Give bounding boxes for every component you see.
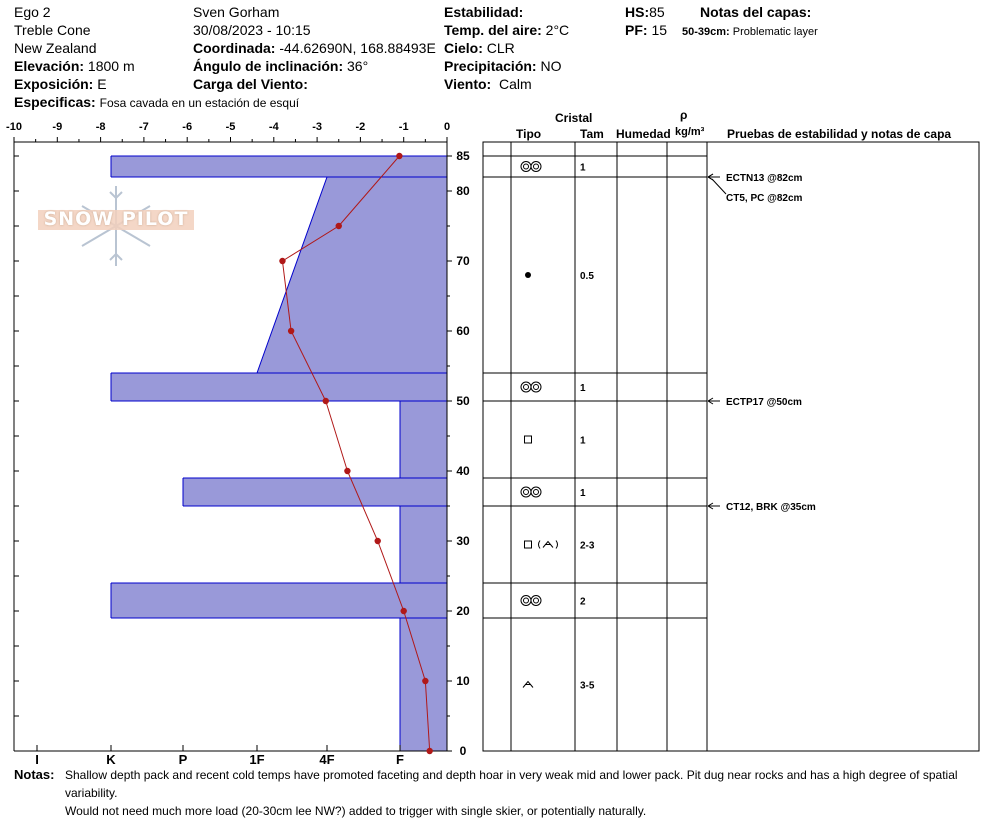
logo-text: SNOW PILOT bbox=[43, 208, 189, 230]
melt-freeze-ring bbox=[531, 596, 541, 606]
elevation-value: 1800 m bbox=[87, 58, 135, 74]
hardness-layer bbox=[111, 373, 447, 401]
melt-freeze-ring bbox=[531, 487, 541, 497]
moisture-header: Humedad bbox=[616, 127, 671, 141]
observer-name: Ego 2 bbox=[14, 4, 51, 20]
height-tick-label: 80 bbox=[456, 184, 470, 198]
grain-symbol bbox=[525, 272, 531, 278]
grain-symbol bbox=[523, 682, 533, 688]
density-unit-header: kg/m³ bbox=[675, 126, 705, 138]
grain-symbol bbox=[525, 436, 532, 443]
temp-tick-label: 0 bbox=[443, 121, 451, 133]
hardness-tick-label: K bbox=[106, 752, 116, 766]
grain-size-label: 1 bbox=[580, 435, 586, 447]
coordinate-label: Coordinada: bbox=[193, 40, 276, 56]
type-header: Tipo bbox=[516, 127, 542, 141]
location-name: Treble Cone bbox=[14, 22, 91, 38]
melt-freeze-inner bbox=[524, 490, 529, 495]
precip-label: Precipitación: bbox=[444, 58, 537, 74]
hardness-layer bbox=[111, 583, 447, 618]
test-label: CT12, BRK @35cm bbox=[726, 502, 816, 513]
depth-hoar-mark bbox=[523, 682, 533, 688]
height-tick-label: 10 bbox=[456, 674, 470, 688]
temperature-point bbox=[401, 608, 407, 614]
graupel-dot bbox=[525, 272, 531, 278]
hardness-layer bbox=[400, 401, 447, 478]
wind-value: Calm bbox=[498, 76, 532, 92]
temperature-point bbox=[336, 223, 342, 229]
grain-symbol bbox=[521, 487, 541, 497]
hardness-tick-label: 1F bbox=[249, 752, 265, 766]
height-tick-label: 20 bbox=[456, 604, 470, 618]
height-tick-label: 85 bbox=[456, 149, 470, 163]
temperature-point bbox=[426, 748, 432, 754]
temp-tick-label: -4 bbox=[268, 121, 279, 133]
sky-value: CLR bbox=[486, 40, 515, 56]
sky-label: Cielo: bbox=[444, 40, 483, 56]
temp-tick-label: -6 bbox=[182, 121, 193, 133]
pf-value: 15 bbox=[651, 22, 668, 38]
crystal-header: Cristal bbox=[555, 111, 593, 125]
country-name: New Zealand bbox=[14, 40, 97, 56]
rho-header: ρ bbox=[680, 108, 688, 122]
hardness-tick-label: I bbox=[35, 752, 39, 766]
grain-size-label: 1 bbox=[580, 162, 586, 174]
temp-tick-label: -2 bbox=[355, 121, 366, 133]
grain-symbol bbox=[521, 162, 541, 172]
facet-square bbox=[525, 436, 532, 443]
grain-size-label: 0.5 bbox=[580, 271, 594, 282]
wind-load-label: Carga del Viento: bbox=[193, 76, 308, 92]
temp-tick-label: -7 bbox=[139, 121, 149, 133]
temp-tick-label: -3 bbox=[312, 121, 322, 133]
grain-symbol bbox=[521, 382, 541, 392]
hardness-layer bbox=[257, 177, 447, 373]
stratigraphy-table-frame bbox=[483, 142, 979, 751]
melt-freeze-ring bbox=[531, 382, 541, 392]
temp-tick-label: -8 bbox=[95, 121, 106, 133]
melt-freeze-inner bbox=[524, 164, 529, 169]
slope-label: Ángulo de inclinación: bbox=[193, 58, 344, 74]
hs-value: 85 bbox=[649, 4, 665, 20]
temperature-point bbox=[323, 398, 329, 404]
melt-freeze-ring bbox=[521, 382, 531, 392]
aspect-value: E bbox=[97, 76, 107, 92]
height-tick-label: 50 bbox=[456, 394, 470, 408]
wind-label: Viento: bbox=[444, 76, 492, 92]
temp-tick-label: -5 bbox=[225, 121, 236, 133]
slope-value: 36° bbox=[347, 58, 369, 74]
temperature-point bbox=[279, 258, 285, 264]
height-tick-label: 70 bbox=[456, 254, 470, 268]
paren-right bbox=[556, 541, 558, 549]
grain-symbol bbox=[525, 541, 558, 549]
hardness-tick-label: P bbox=[178, 752, 188, 766]
temperature-point bbox=[375, 538, 381, 544]
precip-value: NO bbox=[540, 58, 562, 74]
notes-paragraph-2: Would not need much more load (20-30cm lee NW?) added to trigger with single skier, or potentially naturally. bbox=[65, 804, 647, 818]
size-header: Tam bbox=[580, 127, 604, 141]
grain-size-label: 1 bbox=[580, 488, 586, 499]
notes-label: Notas: bbox=[14, 767, 55, 782]
temperature-point bbox=[288, 328, 294, 334]
hardness-tick-label: 4F bbox=[319, 752, 335, 766]
author-name: Sven Gorham bbox=[193, 4, 280, 20]
notes-paragraph-1: Shallow depth pack and recent cold temps have promoted faceting and depth hoar in very weak mid and lower pack. Pit dug near rocks and has a high degree of spatial variability. bbox=[65, 768, 958, 800]
layer-note-range: 50-39cm: bbox=[682, 26, 730, 38]
elevation-label: Elevación: bbox=[14, 58, 85, 74]
melt-freeze-inner bbox=[534, 385, 539, 390]
temp-tick-label: -10 bbox=[6, 121, 22, 133]
height-tick-label: 60 bbox=[456, 324, 470, 338]
temperature-point bbox=[422, 678, 428, 684]
datetime: 30/08/2023 - 10:15 bbox=[193, 22, 311, 38]
paren-left bbox=[539, 541, 541, 549]
temp-tick-label: -9 bbox=[52, 121, 63, 133]
hardness-layer bbox=[183, 478, 447, 506]
aspect-label: Exposición: bbox=[14, 76, 94, 92]
melt-freeze-ring bbox=[531, 162, 541, 172]
depth-hoar-mark bbox=[543, 542, 553, 548]
height-tick-label: 0 bbox=[459, 744, 467, 758]
hardness-tick-label: F bbox=[396, 752, 404, 766]
melt-freeze-inner bbox=[534, 490, 539, 495]
melt-freeze-inner bbox=[524, 598, 529, 603]
temp-tick-label: -1 bbox=[398, 121, 409, 133]
stability-label: Estabilidad: bbox=[444, 4, 524, 20]
height-tick-label: 30 bbox=[456, 534, 470, 548]
specifics-label: Especificas: bbox=[14, 94, 96, 110]
melt-freeze-inner bbox=[534, 598, 539, 603]
tests-header: Pruebas de estabilidad y notas de capa bbox=[727, 127, 952, 141]
test-label: CT5, PC @82cm bbox=[726, 193, 803, 204]
hardness-layer bbox=[400, 618, 447, 751]
melt-freeze-inner bbox=[524, 385, 529, 390]
coordinate-value: -44.62690N, 168.88493E bbox=[279, 40, 436, 56]
grain-size-label: 2 bbox=[580, 596, 586, 608]
air-temp-value: 2°C bbox=[545, 22, 570, 38]
melt-freeze-ring bbox=[521, 162, 531, 172]
test-label: ECTN13 @82cm bbox=[726, 173, 803, 184]
layer-note-text: Problematic layer bbox=[732, 26, 818, 38]
pf-label: PF: bbox=[625, 22, 648, 38]
grain-size-label: 3-5 bbox=[580, 680, 595, 692]
temperature-point bbox=[396, 153, 402, 159]
air-temp-label: Temp. del aire: bbox=[444, 22, 542, 38]
specifics-value: Fosa cavada en un estación de esquí bbox=[99, 96, 300, 110]
notes-section bbox=[14, 766, 974, 820]
melt-freeze-ring bbox=[521, 596, 531, 606]
melt-freeze-inner bbox=[534, 164, 539, 169]
grain-size-label: 2-3 bbox=[580, 540, 595, 552]
melt-freeze-ring bbox=[521, 487, 531, 497]
height-tick-label: 40 bbox=[456, 464, 470, 478]
temperature-point bbox=[344, 468, 350, 474]
test-label: ECTP17 @50cm bbox=[726, 397, 802, 408]
grain-size-label: 1 bbox=[580, 383, 586, 394]
facet-square bbox=[525, 541, 532, 548]
layer-notes-label: Notas del capas: bbox=[700, 4, 812, 20]
grain-symbol bbox=[521, 596, 541, 606]
hs-label: HS: bbox=[625, 4, 650, 20]
test-leader bbox=[712, 179, 726, 194]
hardness-layer bbox=[400, 506, 447, 583]
